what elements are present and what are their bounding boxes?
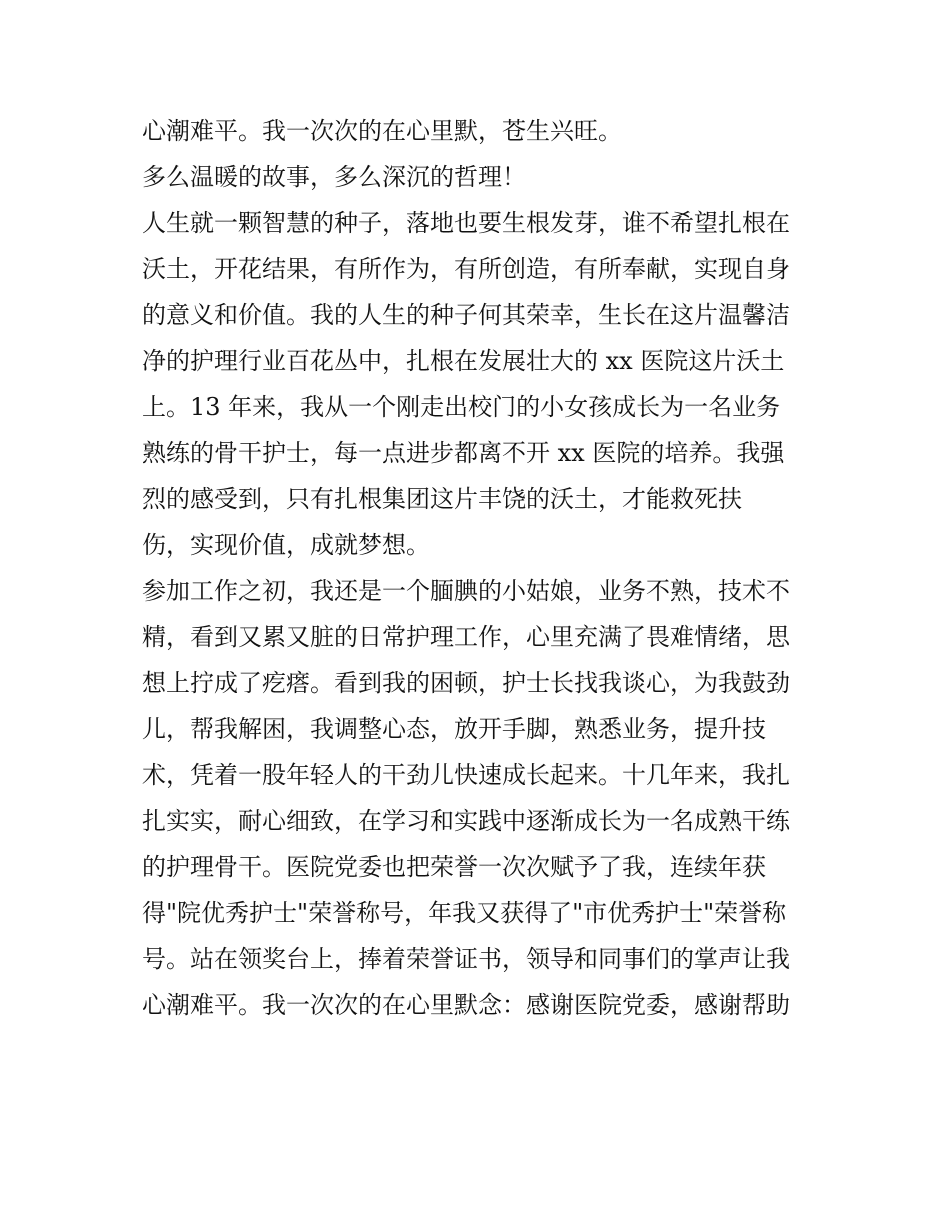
text-line: 心潮难平。我一次次的在心里默，苍生兴旺。 bbox=[142, 117, 622, 145]
text-line: 精，看到又累又脏的日常护理工作，心里充满了畏难情绪，思 bbox=[142, 623, 790, 651]
document-body bbox=[142, 108, 832, 1028]
text-line: 的护理骨干。医院党委也把荣誉一次次赋予了我，连续年获 bbox=[142, 853, 766, 881]
text-line: 想上拧成了疙瘩。看到我的困顿，护士长找我谈心，为我鼓劲 bbox=[142, 669, 790, 697]
text-line: 沃土，开花结果，有所作为，有所创造，有所奉献，实现自身 bbox=[142, 255, 790, 283]
text-line: 得"院优秀护士"荣誉称号，年我又获得了"市优秀护士"荣誉称 bbox=[142, 899, 787, 927]
text-line: 伤，实现价值，成就梦想。 bbox=[142, 531, 430, 559]
text-line: 多么温暖的故事，多么深沉的哲理！ bbox=[142, 163, 526, 191]
text-line: 熟练的骨干护士，每一点进步都离不开 xx 医院的培养。我强 bbox=[142, 439, 785, 467]
text-line: 术，凭着一股年轻人的干劲儿快速成长起来。十几年来，我扎 bbox=[142, 761, 790, 789]
text-line: 烈的感受到，只有扎根集团这片丰饶的沃土，才能救死扶 bbox=[142, 485, 742, 513]
text-line: 儿，帮我解困，我调整心态，放开手脚，熟悉业务，提升技 bbox=[142, 715, 766, 743]
text-line: 扎实实，耐心细致，在学习和实践中逐渐成长为一名成熟干练 bbox=[142, 807, 790, 835]
text-line: 号。站在领奖台上，捧着荣誉证书，领导和同事们的掌声让我 bbox=[142, 945, 790, 973]
text-line: 的意义和价值。我的人生的种子何其荣幸，生长在这片温馨洁 bbox=[142, 301, 790, 329]
text-line: 心潮难平。我一次次的在心里默念：感谢医院党委，感谢帮助 bbox=[142, 991, 790, 1019]
text-line: 人生就一颗智慧的种子，落地也要生根发芽，谁不希望扎根在 bbox=[142, 209, 790, 237]
text-line: 净的护理行业百花丛中，扎根在发展壮大的 xx 医院这片沃土 bbox=[142, 347, 785, 375]
text-line: 上。13 年来，我从一个刚走出校门的小女孩成长为一名业务 bbox=[142, 393, 781, 421]
text-line: 参加工作之初，我还是一个腼腆的小姑娘，业务不熟，技术不 bbox=[142, 577, 790, 605]
